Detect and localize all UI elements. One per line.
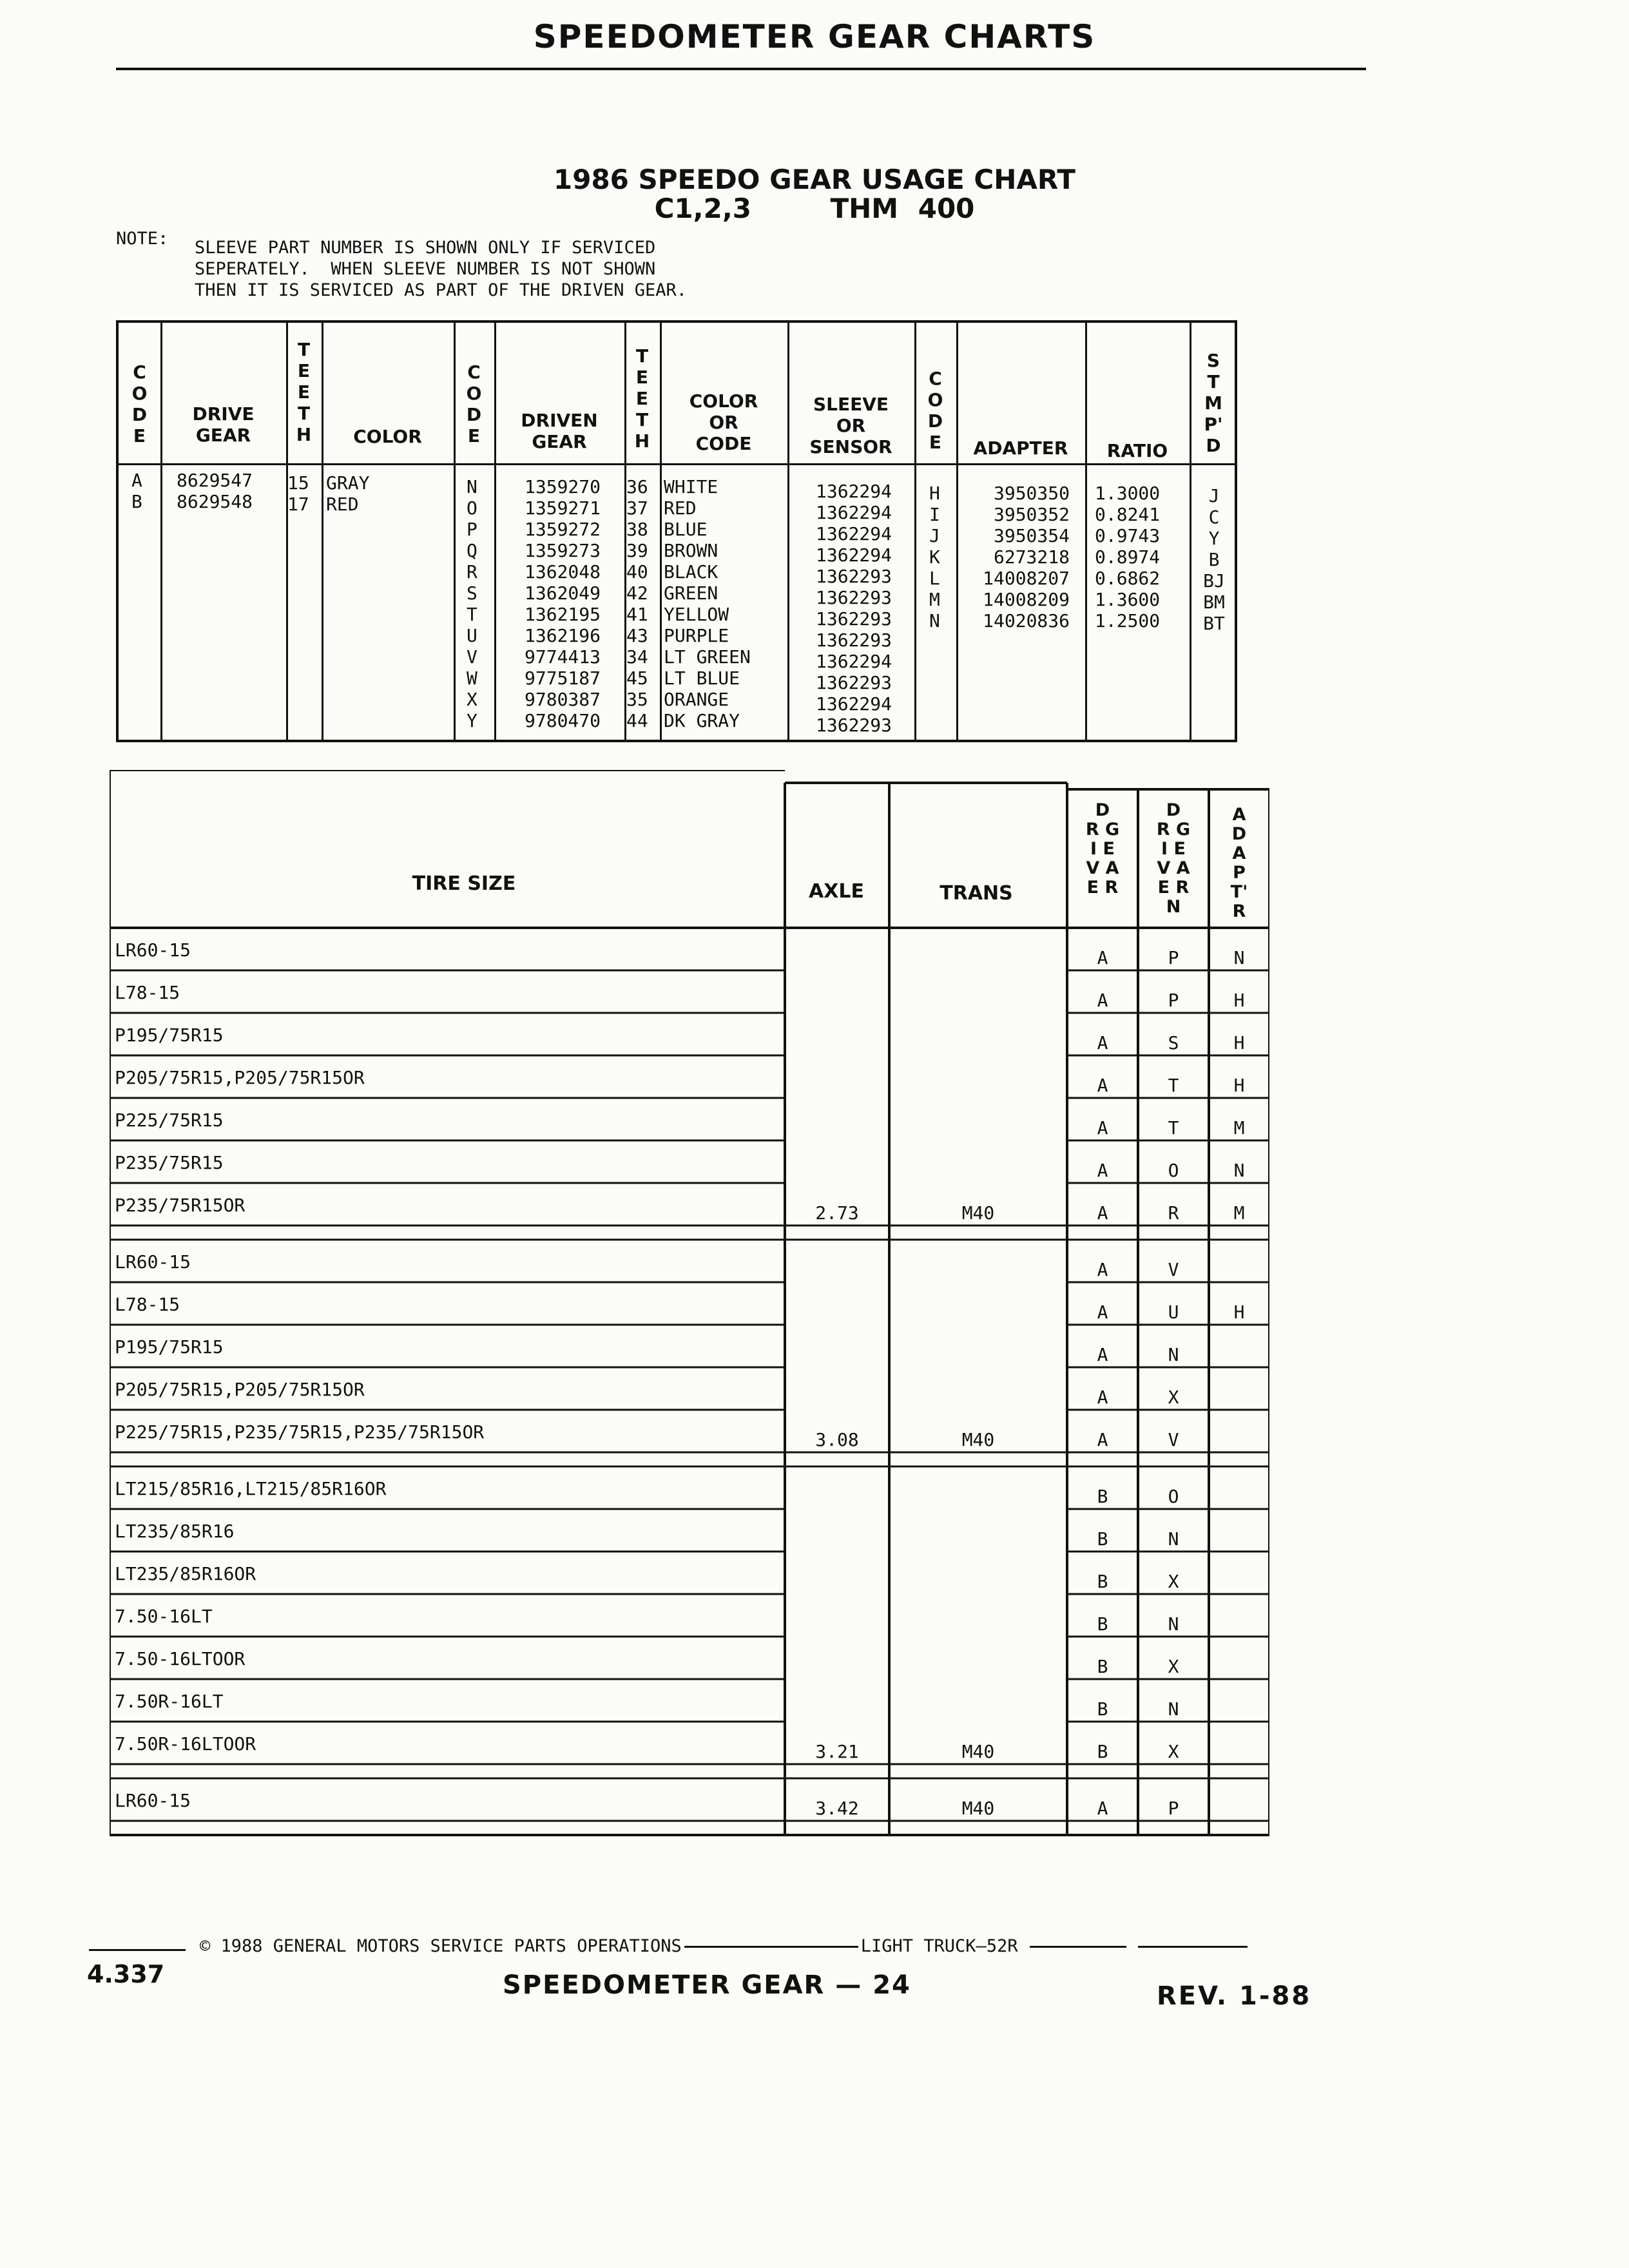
chart-title: 1986 SPEEDO GEAR USAGE CHART xyxy=(554,164,1075,195)
driven-gear-code: X xyxy=(1168,1741,1179,1762)
adapter-column xyxy=(973,483,1070,631)
adapter-code: H xyxy=(1233,990,1245,1011)
header-sleeve: SLEEVE OR SENSOR xyxy=(809,394,892,457)
axle-ratio: 3.21 xyxy=(815,1741,859,1762)
header-rule xyxy=(116,68,1366,70)
driven-color: LT BLUE xyxy=(664,668,740,689)
driven-teeth: 37 xyxy=(626,497,648,519)
driven-gear-column xyxy=(525,476,601,731)
sleeve-part: 1362294 xyxy=(816,651,892,672)
tire-size: P205/75R15,P205/75R15OR xyxy=(115,1067,365,1088)
transmission: M40 xyxy=(961,1429,995,1450)
transmission: M40 xyxy=(961,1202,995,1224)
header-driven-code: C O D E xyxy=(466,361,482,447)
sleeve-part: 1362293 xyxy=(816,608,892,629)
sleeve-part: 1362294 xyxy=(816,693,892,715)
ratio: 1.2500 xyxy=(1095,610,1161,631)
driven-gear: 1362195 xyxy=(525,604,601,625)
driven-teeth: 42 xyxy=(626,582,648,604)
adapter-code: H xyxy=(1233,1075,1245,1096)
page-title: SPEEDOMETER GEAR CHARTS xyxy=(533,18,1096,55)
ratio: 0.8974 xyxy=(1095,546,1161,568)
driven-gear: 9780470 xyxy=(525,710,601,731)
driven-gear-code: P xyxy=(1168,1798,1179,1819)
driven-gear: 1359270 xyxy=(525,476,601,497)
adapter-code: N xyxy=(1233,947,1245,968)
adapter-code: N xyxy=(1233,1160,1245,1181)
sleeve-part: 1362293 xyxy=(816,629,892,651)
header-driven-teeth: T E E T H xyxy=(634,345,650,452)
driven-code: V xyxy=(467,646,477,668)
header-color: COLOR xyxy=(353,426,422,447)
driven-color: WHITE xyxy=(664,476,718,497)
drive-gear-code: A xyxy=(1097,1302,1108,1323)
drive-gear-code: B xyxy=(1097,1741,1108,1762)
axle-ratio: 2.73 xyxy=(815,1202,859,1224)
drive-gear-code: A xyxy=(1097,947,1108,968)
footer-title: SPEEDOMETER GEAR — 24 xyxy=(503,1970,911,2000)
header-trans: TRANS xyxy=(940,882,1013,905)
driven-gear-code: V xyxy=(1168,1259,1179,1280)
drive-gear-code: B xyxy=(1097,1698,1108,1720)
driven-code-column xyxy=(467,476,477,731)
driven-code: X xyxy=(467,689,477,710)
sleeve-part: 1362293 xyxy=(816,566,892,587)
drive-gear-code: A xyxy=(1097,1259,1108,1280)
driven-gear-code: N xyxy=(1168,1528,1179,1550)
driven-color: YELLOW xyxy=(664,604,729,625)
footer-section: LIGHT TRUCK—52R xyxy=(860,1936,1018,1956)
adapter-part: 6273218 xyxy=(993,546,1070,568)
driven-gear-code: X xyxy=(1168,1571,1179,1592)
drive-gear-code: A xyxy=(1097,1202,1108,1224)
header-ratio: RATIO xyxy=(1106,440,1168,461)
drive-color: RED xyxy=(326,494,359,515)
axle-ratio: 3.42 xyxy=(815,1798,859,1819)
drive-color-column xyxy=(326,472,369,515)
drive-color: GRAY xyxy=(326,472,370,494)
driven-gear: 1359271 xyxy=(525,497,601,519)
adapter-part: 3950352 xyxy=(993,504,1070,525)
driven-gear-code: T xyxy=(1168,1075,1179,1096)
drive-gear-code: A xyxy=(1097,990,1108,1011)
adapter-part: 14008207 xyxy=(983,568,1070,589)
driven-code: N xyxy=(467,476,477,497)
driven-gear-code: P xyxy=(1168,947,1179,968)
driven-teeth: 40 xyxy=(626,561,648,582)
drive-gear-code: B xyxy=(1097,1656,1108,1677)
note-text: SLEEVE PART NUMBER IS SHOWN ONLY IF SERVICED SEPERATELY. WHEN SLEEVE NUMBER IS NOT SHOWN THEN IT IS SERVICED AS PART OF THE DRIVEN GEAR. xyxy=(195,238,688,300)
ratio: 0.8241 xyxy=(1095,504,1161,525)
driven-color: BLUE xyxy=(664,519,708,540)
header-adapter-code: A D A P T' R xyxy=(1230,805,1248,921)
driven-gear-code: P xyxy=(1168,990,1179,1011)
header-axle: AXLE xyxy=(809,880,864,903)
tire-size: L78-15 xyxy=(115,982,180,1003)
adapter-code: I xyxy=(929,504,940,525)
adapter-code: M xyxy=(1233,1202,1245,1224)
adapter-code: H xyxy=(929,483,940,504)
adapter-code: N xyxy=(929,610,940,631)
tire-size: P195/75R15 xyxy=(115,1024,224,1046)
transmission: M40 xyxy=(961,1741,995,1762)
driven-code: O xyxy=(467,497,477,519)
header-stamped: S T M P' D xyxy=(1204,350,1223,456)
stamped-mark: BM xyxy=(1203,591,1225,613)
driven-gear: 1362048 xyxy=(525,561,601,582)
adapter-code: H xyxy=(1233,1302,1245,1323)
driven-code: P xyxy=(467,519,477,540)
driven-teeth: 41 xyxy=(626,604,648,625)
adapter-code: K xyxy=(929,546,940,568)
adapter-code: M xyxy=(929,589,940,610)
driven-gear: 9774413 xyxy=(525,646,601,668)
drive-gear-code: A xyxy=(1097,1075,1108,1096)
driven-teeth: 36 xyxy=(626,476,648,497)
ratio: 1.3600 xyxy=(1095,589,1161,610)
header-color-code: COLOR OR CODE xyxy=(689,390,758,454)
ratio: 0.9743 xyxy=(1095,525,1161,546)
adapter-code-column xyxy=(929,483,940,631)
driven-gear-code: O xyxy=(1168,1160,1179,1181)
driven-gear-code: S xyxy=(1168,1032,1179,1053)
driven-gear-code: X xyxy=(1168,1387,1179,1408)
page-number: 4.337 xyxy=(87,1960,165,1988)
tire-size: P225/75R15,P235/75R15,P235/75R15OR xyxy=(115,1421,485,1443)
driven-teeth: 34 xyxy=(626,646,648,668)
tire-size: LT235/85R16OR xyxy=(115,1563,256,1584)
ratio: 1.3000 xyxy=(1095,483,1161,504)
adapter-part: 3950354 xyxy=(993,525,1070,546)
sleeve-part: 1362293 xyxy=(816,587,892,608)
driven-gear: 1362196 xyxy=(525,625,601,646)
drive-gear-code: B xyxy=(1097,1571,1108,1592)
tire-size: LR60-15 xyxy=(115,939,191,961)
driven-gear-code: N xyxy=(1168,1344,1179,1365)
sleeve-part: 1362294 xyxy=(816,502,892,523)
driven-gear-code: X xyxy=(1168,1656,1179,1677)
drive-teeth-column xyxy=(287,472,309,515)
drive-code: A xyxy=(131,470,142,491)
header-adapter-code: C O D E xyxy=(927,368,943,453)
note-label: NOTE: xyxy=(116,229,169,249)
header-driven-gear-code: D R G I E V A E R N xyxy=(1156,800,1191,917)
chart-subtitle: C1,2,3 THM 400 xyxy=(654,193,975,224)
drive-gear-code: A xyxy=(1097,1032,1108,1053)
tire-size: 7.50R-16LTOOR xyxy=(115,1733,256,1754)
drive-gear-code: A xyxy=(1097,1117,1108,1139)
adapter-part: 14020836 xyxy=(983,610,1070,631)
tire-size: LT215/85R16,LT215/85R16OR xyxy=(115,1478,387,1499)
tire-size: 7.50-16LTOOR xyxy=(115,1648,246,1669)
adapter-code: J xyxy=(929,525,940,546)
driven-gear-code: O xyxy=(1168,1486,1179,1507)
sleeve-part: 1362293 xyxy=(816,672,892,693)
sleeve-part: 1362294 xyxy=(816,523,892,544)
transmission: M40 xyxy=(961,1798,995,1819)
driven-gear: 9780387 xyxy=(525,689,601,710)
revision: REV. 1-88 xyxy=(1157,1981,1312,2011)
ratio: 0.6862 xyxy=(1095,568,1161,589)
tire-table xyxy=(110,770,1269,1875)
tire-size: LR60-15 xyxy=(115,1790,191,1811)
axle-ratio: 3.08 xyxy=(815,1429,859,1450)
tire-size: LR60-15 xyxy=(115,1251,191,1273)
driven-code: T xyxy=(467,604,477,625)
drive-gear: 8629547 xyxy=(177,470,253,491)
driven-gear-code: T xyxy=(1168,1117,1179,1139)
driven-gear: 9775187 xyxy=(525,668,601,689)
sleeve-part: 1362294 xyxy=(816,481,892,502)
stamped-mark: BJ xyxy=(1203,570,1225,591)
drive-gear-code: B xyxy=(1097,1613,1108,1635)
adapter-part: 14008209 xyxy=(983,589,1070,610)
driven-gear: 1362049 xyxy=(525,582,601,604)
drive-teeth: 17 xyxy=(287,494,309,515)
driven-color: DK GRAY xyxy=(664,710,740,731)
tire-size: P235/75R15OR xyxy=(115,1195,246,1216)
drive-gear-code: A xyxy=(1097,1344,1108,1365)
tire-size: 7.50R-16LT xyxy=(115,1691,224,1712)
driven-teeth: 43 xyxy=(626,625,648,646)
stamped-mark: C xyxy=(1208,506,1220,528)
header-teeth: T E E T H xyxy=(296,339,312,445)
driven-teeth: 45 xyxy=(626,668,648,689)
driven-color: LT GREEN xyxy=(664,646,751,668)
driven-code: R xyxy=(467,561,477,582)
adapter-part: 3950350 xyxy=(993,483,1070,504)
drive-code-column xyxy=(131,470,142,512)
driven-gear: 1359273 xyxy=(525,540,601,561)
driven-gear-code: R xyxy=(1168,1202,1179,1224)
sleeve-part: 1362294 xyxy=(816,544,892,566)
tire-size: P235/75R15 xyxy=(115,1152,224,1173)
drive-gear-code: A xyxy=(1097,1429,1108,1450)
driven-gear-code: V xyxy=(1168,1429,1179,1450)
driven-gear-code: N xyxy=(1168,1698,1179,1720)
driven-gear-code: N xyxy=(1168,1613,1179,1635)
usage-table xyxy=(116,320,1237,742)
adapter-code: H xyxy=(1233,1032,1245,1053)
driven-code: Y xyxy=(467,710,477,731)
drive-gear: 8629548 xyxy=(177,491,253,512)
footer-copyright xyxy=(200,1936,1248,1956)
ratio-column xyxy=(1095,483,1160,631)
header-drive-gear: DRIVE GEAR xyxy=(192,403,255,446)
driven-color: PURPLE xyxy=(664,625,729,646)
driven-teeth: 44 xyxy=(626,710,648,731)
footer-copyright-text: © 1988 GENERAL MOTORS SERVICE PARTS OPERATIONS xyxy=(200,1936,682,1956)
sleeve-column xyxy=(816,481,892,736)
drive-gear-code: A xyxy=(1097,1160,1108,1181)
drive-gear-column xyxy=(177,470,253,512)
driven-code: U xyxy=(467,625,477,646)
header-drive-gear-code: D R G I E V A E R xyxy=(1085,800,1120,898)
drive-gear-code: B xyxy=(1097,1528,1108,1550)
driven-color: BROWN xyxy=(664,540,718,561)
tire-size: P195/75R15 xyxy=(115,1336,224,1358)
header-tire-size: TIRE SIZE xyxy=(412,872,516,895)
header-code: C O D E xyxy=(131,361,148,447)
stamped-mark: B xyxy=(1208,549,1220,570)
drive-code: B xyxy=(131,491,142,512)
driven-gear: 1359272 xyxy=(525,519,601,540)
driven-gear-code: U xyxy=(1168,1302,1179,1323)
driven-color: ORANGE xyxy=(664,689,729,710)
stamped-mark: Y xyxy=(1208,528,1220,549)
header-driven-gear: DRIVEN GEAR xyxy=(521,410,598,452)
sleeve-part: 1362293 xyxy=(816,715,892,736)
driven-code: S xyxy=(467,582,477,604)
driven-color: BLACK xyxy=(664,561,718,582)
driven-teeth: 38 xyxy=(626,519,648,540)
driven-teeth: 35 xyxy=(626,689,648,710)
driven-code: W xyxy=(467,668,477,689)
driven-teeth: 39 xyxy=(626,540,648,561)
drive-gear-code: B xyxy=(1097,1486,1108,1507)
tire-size: P205/75R15,P205/75R15OR xyxy=(115,1379,365,1400)
header-adapter: ADAPTER xyxy=(973,437,1068,459)
stamped-column xyxy=(1195,485,1233,634)
tire-size: LT235/85R16 xyxy=(115,1521,235,1542)
stamped-mark: J xyxy=(1208,485,1220,506)
stamped-mark: BT xyxy=(1203,613,1225,634)
driven-color: RED xyxy=(664,497,697,519)
driven-color-column xyxy=(664,476,751,731)
driven-teeth-column xyxy=(626,476,648,731)
drive-gear-code: A xyxy=(1097,1798,1108,1819)
footer-rule-left xyxy=(89,1949,186,1951)
tire-size: 7.50-16LT xyxy=(115,1606,213,1627)
tire-size: P225/75R15 xyxy=(115,1110,224,1131)
tire-size: L78-15 xyxy=(115,1294,180,1315)
drive-teeth: 15 xyxy=(287,472,309,494)
drive-gear-code: A xyxy=(1097,1387,1108,1408)
driven-color: GREEN xyxy=(664,582,718,604)
adapter-code: L xyxy=(929,568,940,589)
adapter-code: M xyxy=(1233,1117,1245,1139)
driven-code: Q xyxy=(467,540,477,561)
